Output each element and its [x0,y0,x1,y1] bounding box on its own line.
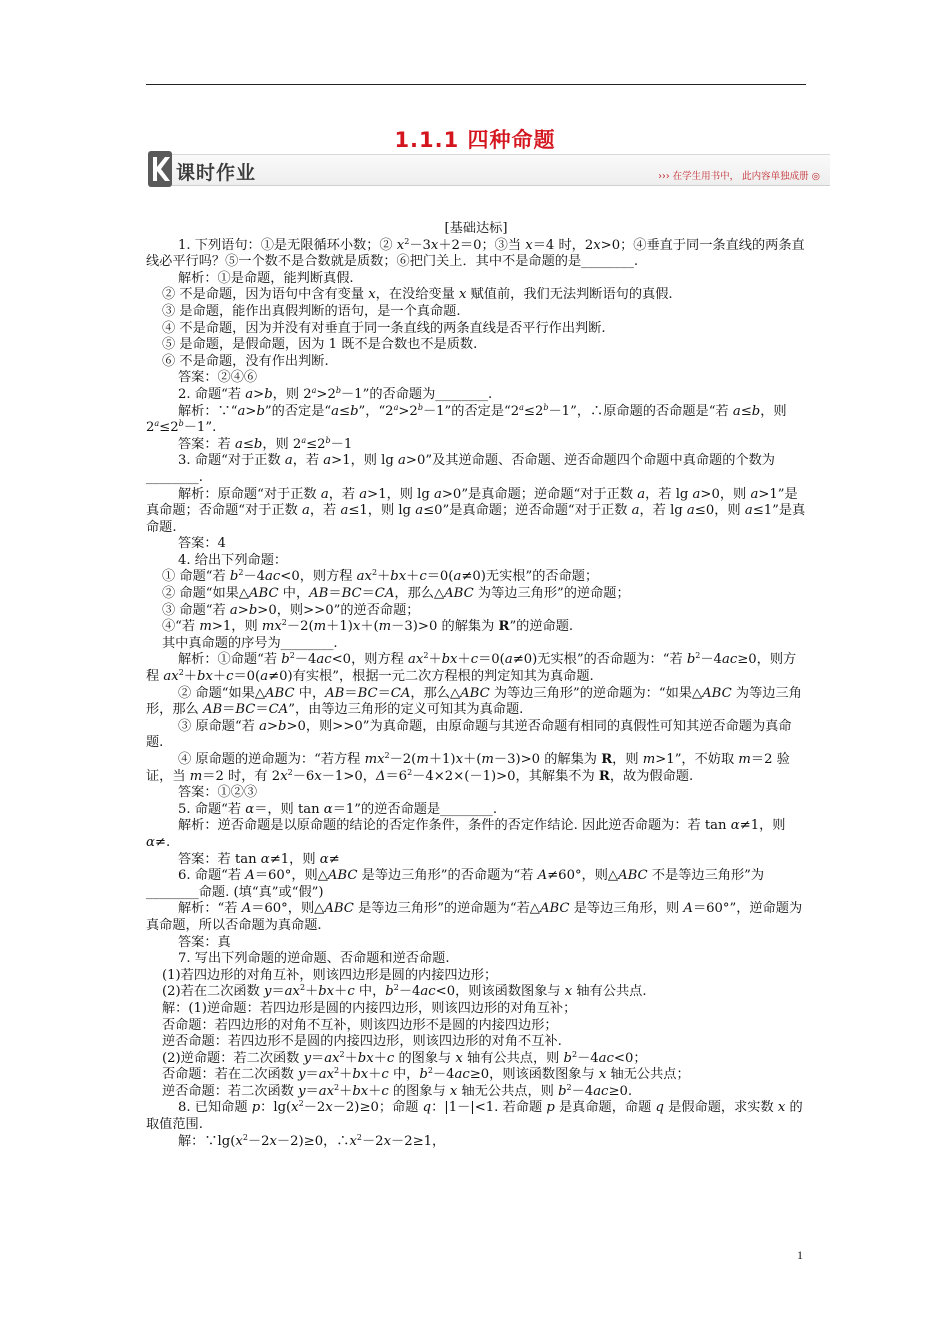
question-3: 3. 命题“对于正数 a，若 a>1，则 lg a>0”及其逆命题、否命题、逆否命题四个命题中真命题的个数为________. [146,453,775,485]
analysis-1-4: ④ 不是命题，因为并没有对垂直于同一条直线的两条直线是否平行作出判断. [162,320,606,336]
question-5: 5. 命题“若 α＝，则 tan α＝1”的逆否命题是________. [178,801,498,817]
answer-5: 答案：若 tan α≠1，则 α≠ [178,851,340,867]
analysis-1-6: ⑥ 不是命题，没有作出判断. [162,353,329,369]
analysis-2: 解析：∵“a>b”的否定是“a≤b”，“$2^a>2^b-1$”的否定是“$2^a\le 2^b-1$”，∴原命题的否命题是“若 a≤b，则 $2^a\le 2^b-1$”. [146,402,787,436]
question-2: 2. 命题“若 a>b，则 $2^a>2^b-1$”的否命题为________. [178,385,493,402]
analysis-1-2: ② 不是命题，因为语句中含有变量 x，在没给变量 x 赋值前，我们无法判断语句的真假. [162,287,673,303]
analysis-6: 解析：“若 A＝60°，则△ABC 是等边三角形”的逆命题为“若△ABC 是等边三角形，则 A＝60°”，逆命题为真命题，所以否命题为真命题. [146,901,803,933]
question-6: 6. 命题“若 A＝60°，则△ABC 是等边三角形”的否命题为“若 A≠60°，则△ABC 不是等边三角形”为________命题. (填“真”或“假”) [146,868,765,900]
question-4: 4. 给出下列命题： [178,552,288,568]
question-8: 8. 已知命题 p：$\lg(x^2-2x-2)\ge 0$；命题 q：|1－|<1. 若命题 p 是真命题，命题 q 是假命题，求实数 x 的取值范围. [146,1099,803,1133]
solution-7-4: (2)逆命题：若二次函数 $y=ax^2+bx+c$ 的图象与 x 轴有公共点，则 $b^2-4ac<0$； [162,1049,647,1066]
solution-7-2: 否命题：若四边形的对角不互补，则该四边形不是圆的内接四边形； [162,1017,558,1033]
analysis-5: 解析：逆否命题是以原命题的结论的否定作条件，条件的否定作结论. 因此逆否命题为：若 tan α≠1，则 α≠. [146,818,786,850]
question-4-3: ③ 命题“若 a>b>0，则>>0”的逆否命题； [162,602,420,618]
header-rule [146,84,806,85]
solution-7-3: 逆否命题：若四边形不是圆的内接四边形，则该四边形的对角不互补. [162,1034,562,1050]
question-1: 1. 下列语句：①是无限循环小数；② $x^2-3x+2=0$；③当 x＝4 时，2x>0；④垂直于同一条直线的两条直线必平行吗？⑤一个数不是合数就是质数；⑥把门关上．其中不是命题的是________. [146,236,805,270]
answer-3: 答案：4 [178,536,226,552]
banner [146,148,830,190]
question-7-1: (1)若四边形的对角互补，则该四边形是圆的内接四边形； [162,967,498,983]
question-4-4: ④“若 m>1，则 $mx^2-2(m+1)x+(m-3)>0$ 的解集为 R”的逆命题. [162,618,574,635]
solution-7-6: 逆否命题：若二次函数 $y=ax^2+bx+c$ 的图象与 x 轴无公共点，则 $b^2-4ac\ge 0$. [162,1082,633,1099]
solution-8: 解：$\because\lg(x^2-2x-2)\ge 0$，$\therefore x^2-2x-2\ge 1$， [178,1132,446,1149]
analysis-1: 解析：①是命题，能判断真假. [178,270,354,286]
answer-2: 答案：若 a≤b，则 $2^a\le 2^b-1$ [178,435,353,452]
analysis-4-4: ④ 原命题的逆命题为：“若方程 $mx^2-2(m+1)x+(m-3)>0$ 的解集为 R，则 m>1”，不妨取 m＝2 验证，当 m＝2 时，有 $2x^2-6x-1>0$，$\Delta=6^2-4\times 2\times(-1)>0$，其解集不为 R，故为假命题. [146,751,790,784]
answer-1: 答案：②④⑥ [178,370,258,386]
exercise-content [146,221,806,1150]
analysis-4-2: ② 命题“如果△ABC 中，AB＝BC＝CA，那么△ABC 为等边三角形”的逆命题为：“如果△ABC 为等边三角形，那么 AB＝BC＝CA”，由等边三角形的定义可知其为真命题. [146,685,802,718]
question-7: 7. 写出下列命题的逆命题、否命题和逆否命题. [178,951,450,967]
solution-7-5: 否命题：若在二次函数 $y=ax^2+bx+c$ 中，$b^2-4ac\ge 0$，则该函数图象与 x 轴无公共点； [162,1066,690,1083]
analysis-4-3: ③ 原命题“若 a>b>0，则>>0”为真命题，由原命题与其逆否命题有相同的真假性可知其逆否命题为真命题. [146,718,792,751]
analysis-3: 解析：原命题“对于正数 a，若 a>1，则 lg a>0”是真命题；逆命题“对于正数 a，若 lg a>0，则 a>1”是真命题；否命题“对于正数 a，若 a≤1，则 lg a≤0”是真命题；逆否命题“对于正数 a，若 lg a≤0，则 a≤1”是真命题. [146,486,806,535]
question-4-2: ② 命题“如果△ABC 中，AB＝BC＝CA，那么△ABC 为等边三角形”的逆命题； [162,586,630,602]
analysis-1-5: ⑤ 是命题，是假命题，因为 1 既不是合数也不是质数. [162,337,478,353]
k-logo-icon [146,148,174,190]
page-title: 1.1.1 四种命题 [394,128,556,152]
banner-label: 课时作业 [176,162,257,184]
banner-note: ››› 在学生用书中， 此内容单独成册 ◎ [658,171,820,182]
analysis-1-3: ③ 是命题，能作出真假判断的语句，是一个真命题. [162,303,461,319]
answer-6: 答案：真 [178,934,231,950]
page-number: 1 [797,1248,803,1262]
section-heading: [基础达标] [444,221,508,236]
question-4-1: ① 命题“若 $b^2-4ac<0$，则方程 $ax^2+bx+c=0(a\ne 0)$无实根”的否命题； [162,568,599,585]
question-4-ask: 其中真命题的序号为________. [162,635,338,651]
answer-4: 答案：①②③ [178,785,258,801]
analysis-4-1: 解析：①命题“若 $b^2-4ac<0$，则方程 $ax^2+bx+c=0(a\ne 0)$无实根”的否命题为：“若 $b^2-4ac\ge 0$，则方程 $ax^2+bx+c=0(a\ne 0)$有实根”，根据一元二次方程根的判定知其为真命题. [146,651,797,685]
question-7-2: (2)若在二次函数 $y=ax^2+bx+c$ 中，$b^2-4ac<0$，则该函数图象与 x 轴有公共点. [162,983,647,1000]
solution-7-1: 解：(1)逆命题：若四边形是圆的内接四边形，则该四边形的对角互补； [162,1000,577,1016]
